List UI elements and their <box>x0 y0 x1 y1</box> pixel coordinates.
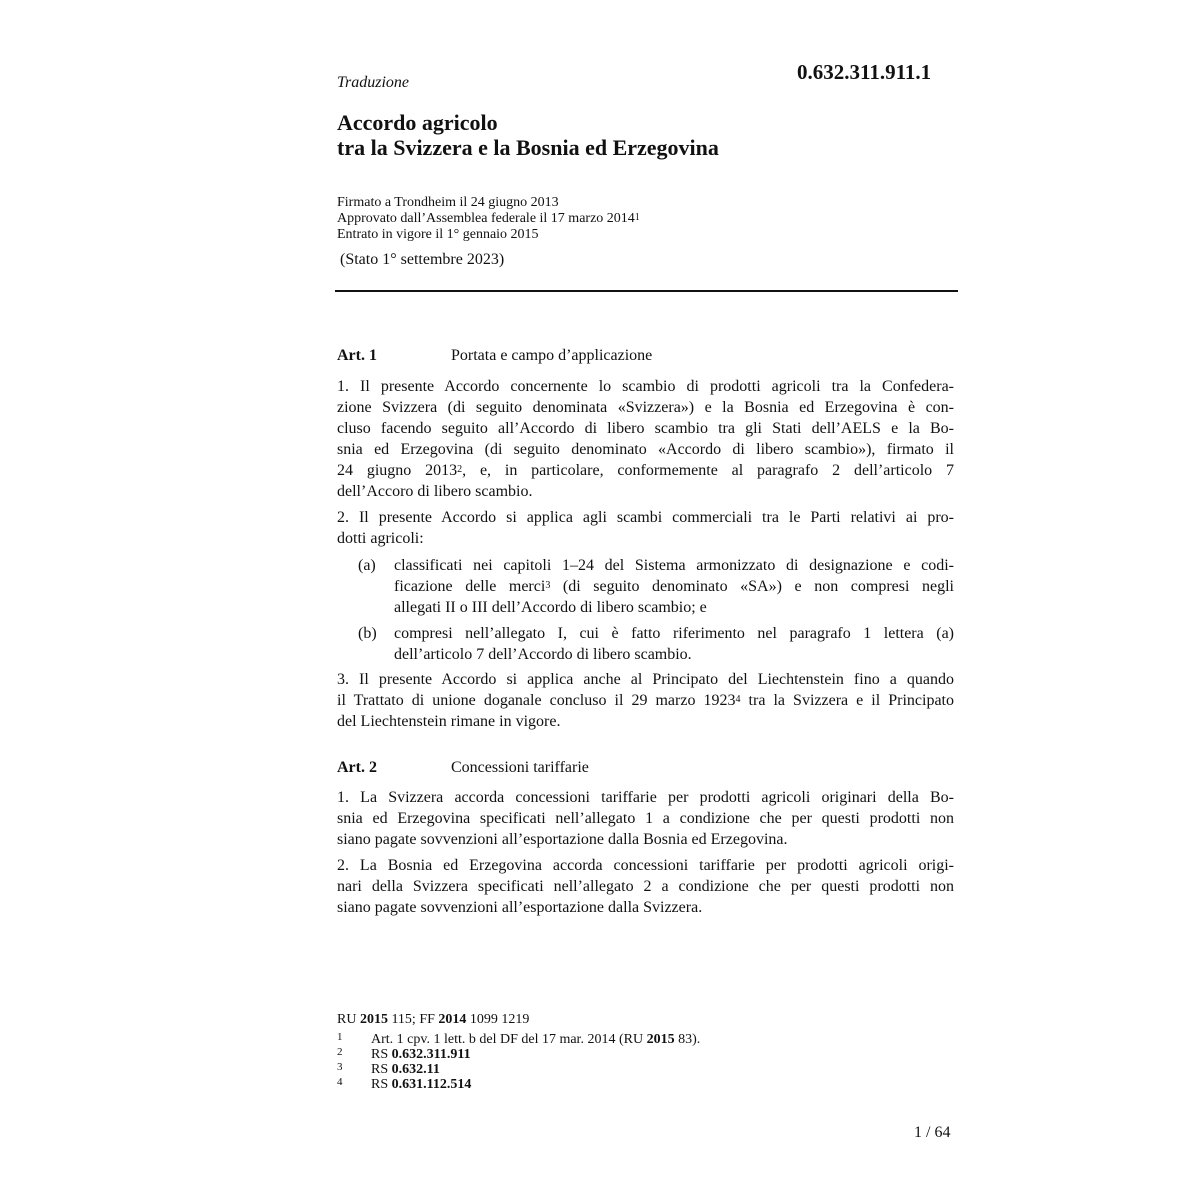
text-line: siano pagate sovvenzioni all’esportazione dalla Svizzera. <box>337 899 703 916</box>
text-line: allegati II o III dell’Accordo di libero scambio; e <box>394 599 707 616</box>
article-1-paragraph-2 <box>337 507 954 549</box>
text-line: 1. Il presente Accordo concernente lo scambio di prodotti agricoli tra la Confedera- <box>337 378 954 395</box>
text-line: compresi nell’allegato I, cui è fatto riferimento nel paragrafo 1 lettera (a) <box>394 625 954 642</box>
footnote-1-number: 1 <box>337 1031 343 1043</box>
item-b-label: (b) <box>358 625 377 642</box>
title-line-1: Accordo agricolo <box>337 110 498 135</box>
text-line: snia ed Erzegovina specificati nell’allegato 1 a condizione che per questi prodotti non <box>337 810 954 827</box>
footnote-1-text: Art. 1 cpv. 1 lett. b del DF del 17 mar. 2014 (RU 2015 83). <box>371 1032 701 1047</box>
article-2-heading <box>337 759 589 777</box>
document-meta <box>337 195 640 243</box>
text-line: del Liechtenstein rimane in vigore. <box>337 713 561 730</box>
footnote-2-number: 2 <box>337 1046 343 1058</box>
item-a-label: (a) <box>358 557 376 574</box>
article-2-number: Art. 2 <box>337 759 377 776</box>
text-line: 1. La Svizzera accorda concessioni tariffarie per prodotti agricoli originari della Bo- <box>337 789 954 806</box>
text-line: dotti agricoli: <box>337 530 424 547</box>
page-number: 1 / 64 <box>914 1124 951 1141</box>
approved-line: Approvato dall’Assemblea federale il 17 marzo 2014$^1$ <box>337 211 640 226</box>
official-reference: RU 2015 115; FF 2014 1099 1219 <box>337 1012 530 1027</box>
title-line-2: tra la Svizzera e la Bosnia ed Erzegovina <box>337 135 719 160</box>
signed-line: Firmato a Trondheim il 24 giugno 2013 <box>337 195 559 210</box>
footnote-4-text: RS 0.631.112.514 <box>371 1077 472 1092</box>
article-2-paragraph-2 <box>337 855 954 918</box>
text-line: il Trattato di unione doganale concluso il 29 marzo 1923$^4$ tra la Svizzera e il Principato <box>337 692 954 709</box>
footnote-ref-1[interactable]: 1 <box>634 212 640 223</box>
article-1-title: Portata e campo d’applicazione <box>451 347 653 364</box>
item-b-text <box>394 623 954 665</box>
text-line: cluso facendo seguito all’Accordo di libero scambio tra gli Stati dell’AELS e la Bo- <box>337 420 954 437</box>
text-line: 2. Il presente Accordo si applica agli scambi commerciali tra le Parti relativi ai pro- <box>337 509 954 526</box>
text-line: snia ed Erzegovina (di seguito denominato «Accordo di libero scambio»), firmato il <box>337 441 954 458</box>
text-line: siano pagate sovvenzioni all’esportazione dalla Bosnia ed Erzegovina. <box>337 831 788 848</box>
document-title <box>337 110 719 160</box>
text-line: zione Svizzera (di seguito denominata «Svizzera») e la Bosnia ed Erzegovina è con- <box>337 399 954 416</box>
text-line: dell’Accoro di libero scambio. <box>337 483 533 500</box>
status-line: (Stato 1° settembre 2023) <box>340 251 505 268</box>
text-line: ficazione delle merci$^3$ (di seguito denominato «SA») e non compresi negli <box>394 578 955 595</box>
footnote-3-number: 3 <box>337 1061 343 1073</box>
footnote-2-text: RS 0.632.311.911 <box>371 1047 471 1062</box>
text-line: classificati nei capitoli 1–24 del Sistema armonizzato di designazione e codi- <box>394 557 954 574</box>
text-line: 24 giugno 2013$^2$, e, in particolare, conformemente al paragrafo 2 dell’articolo 7 <box>337 462 954 479</box>
article-1-paragraph-1 <box>337 376 954 502</box>
in-force-line: Entrato in vigore il 1° gennaio 2015 <box>337 227 539 242</box>
footnote-3-text: RS 0.632.11 <box>371 1062 440 1077</box>
text-line: dell’articolo 7 dell’Accordo di libero scambio. <box>394 646 692 663</box>
article-1-paragraph-3 <box>337 669 954 732</box>
item-a-text <box>394 555 954 618</box>
footnote-ref-2[interactable]: 2 <box>457 464 463 475</box>
article-1-number: Art. 1 <box>337 347 377 364</box>
text-line: 3. Il presente Accordo si applica anche al Principato del Liechtenstein fino a quando <box>337 671 954 688</box>
text-line: 2. La Bosnia ed Erzegovina accorda concessioni tariffarie per prodotti agricoli origi- <box>337 857 954 874</box>
article-2-title: Concessioni tariffarie <box>451 759 589 776</box>
footnote-ref-4[interactable]: 4 <box>735 694 741 705</box>
footnote-ref-3[interactable]: 3 <box>545 580 551 591</box>
text-line: nari della Svizzera specificati nell’allegato 2 a condizione che per questi prodotti non <box>337 878 954 895</box>
footnote-4-number: 4 <box>337 1076 343 1088</box>
sr-number: 0.632.311.911.1 <box>797 60 932 84</box>
article-1-heading <box>337 347 652 365</box>
article-2-paragraph-1 <box>337 787 954 850</box>
header-divider <box>335 290 958 292</box>
translation-label: Traduzione <box>337 74 410 91</box>
